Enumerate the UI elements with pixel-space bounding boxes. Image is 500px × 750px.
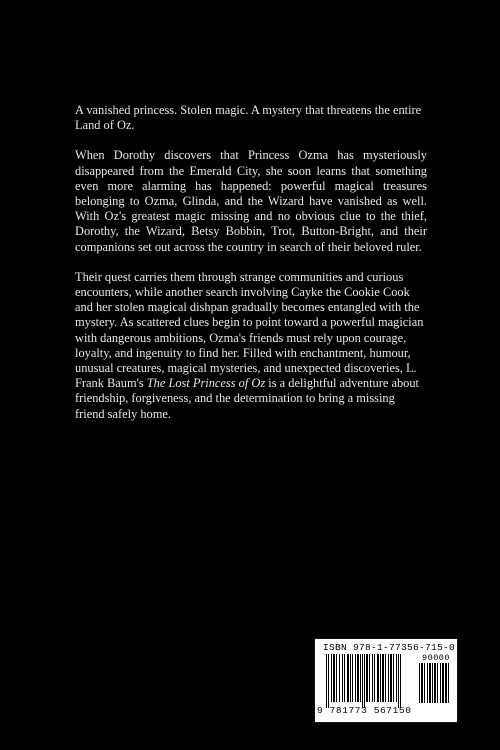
blurb-paragraph-2-end: is a delightful adventure about friendship, forgiveness, and the determination to bring a missing friend safely home. — [75, 376, 419, 421]
barcode-bar — [326, 654, 327, 708]
barcode-bar — [393, 654, 394, 702]
barcode-bar — [380, 654, 381, 702]
barcode-bar — [366, 654, 368, 702]
addon-digits: 90000 — [422, 653, 451, 663]
ean-digits: 9 781773 567150 — [317, 705, 412, 716]
barcode-bar — [342, 654, 343, 702]
blurb-paragraph-2 — [75, 270, 427, 422]
barcode-bar — [445, 663, 447, 703]
barcode-bar — [369, 654, 370, 702]
isbn-barcode — [314, 638, 458, 723]
barcode-bar — [419, 663, 420, 703]
blurb-tagline: A vanished princess. Stolen magic. A mystery that threatens the entire Land of Oz. — [75, 103, 422, 133]
barcode-bar — [429, 663, 431, 703]
barcode-bar — [333, 654, 335, 702]
barcode-bar — [352, 654, 353, 702]
barcode-bar — [336, 654, 337, 702]
blurb-paragraph-1: When Dorothy discovers that Princess Ozma has mysteriously disappeared from the Emerald City, she soon learns that something even more alarming has happened: powerful magical treasures belonging to Ozma, Glinda, and the Wizard have vanished as well. With Oz's greatest magic missing and no obvious clue to the thief, Dorothy, the Wizard, Betsy Bobbin, Trot, Button-Bright, and their companions set out across the country in search of their beloved ruler. — [75, 148, 427, 254]
blurb-paragraph-2-start: Their quest carries them through strange communities and curious encounters, while another search involving Cayke the Cookie Cook and her stolen magical dishpan gradually becomes entangled with the mystery. As scattered clues begin to point toward a powerful magician with dangerous ambitions, Ozma's friends must rely upon courage, loyalty, and ingenuity to find her. Filled with enchantment, humour, unusual creatures, magical mysteries, and unexpected discoveries, L. Frank Baum's — [75, 269, 424, 391]
barcode-bar — [339, 654, 340, 702]
barcode-bar — [374, 654, 375, 702]
barcode-bar — [382, 654, 384, 702]
barcode-bar — [364, 654, 365, 708]
barcode-bar — [350, 654, 351, 702]
barcode-bar — [437, 663, 438, 703]
barcode-bar — [357, 654, 359, 702]
back-cover-blurb — [75, 103, 427, 437]
barcode-bar — [362, 654, 363, 708]
book-title: The Lost Princess of Oz — [146, 376, 266, 391]
addon-barcode-bars — [419, 663, 453, 716]
ean-barcode-bars — [326, 654, 418, 708]
barcode-bar — [377, 654, 379, 702]
barcode-bar — [427, 663, 428, 703]
barcode-bar — [442, 663, 444, 703]
barcode-bar — [385, 654, 386, 702]
barcode-bar — [434, 663, 436, 703]
barcode-bar — [424, 663, 425, 703]
barcode-bar — [400, 654, 401, 708]
barcode-bar — [440, 663, 441, 703]
barcode-bar — [448, 663, 449, 703]
barcode-bar — [388, 654, 389, 702]
isbn-label: ISBN 978-1-77356-715-0 — [323, 642, 456, 653]
barcode-bar — [372, 654, 373, 702]
barcode-bar — [347, 654, 349, 702]
barcode-bar — [390, 654, 392, 702]
barcode-bar — [360, 654, 361, 702]
barcode-bar — [432, 663, 433, 703]
barcode-bar — [355, 654, 356, 702]
barcode-bar — [421, 663, 423, 703]
barcode-bar — [398, 654, 399, 708]
barcode-bar — [328, 654, 329, 708]
barcode-bar — [396, 654, 397, 702]
barcode-bar — [344, 654, 345, 702]
barcode-bar — [331, 654, 332, 702]
